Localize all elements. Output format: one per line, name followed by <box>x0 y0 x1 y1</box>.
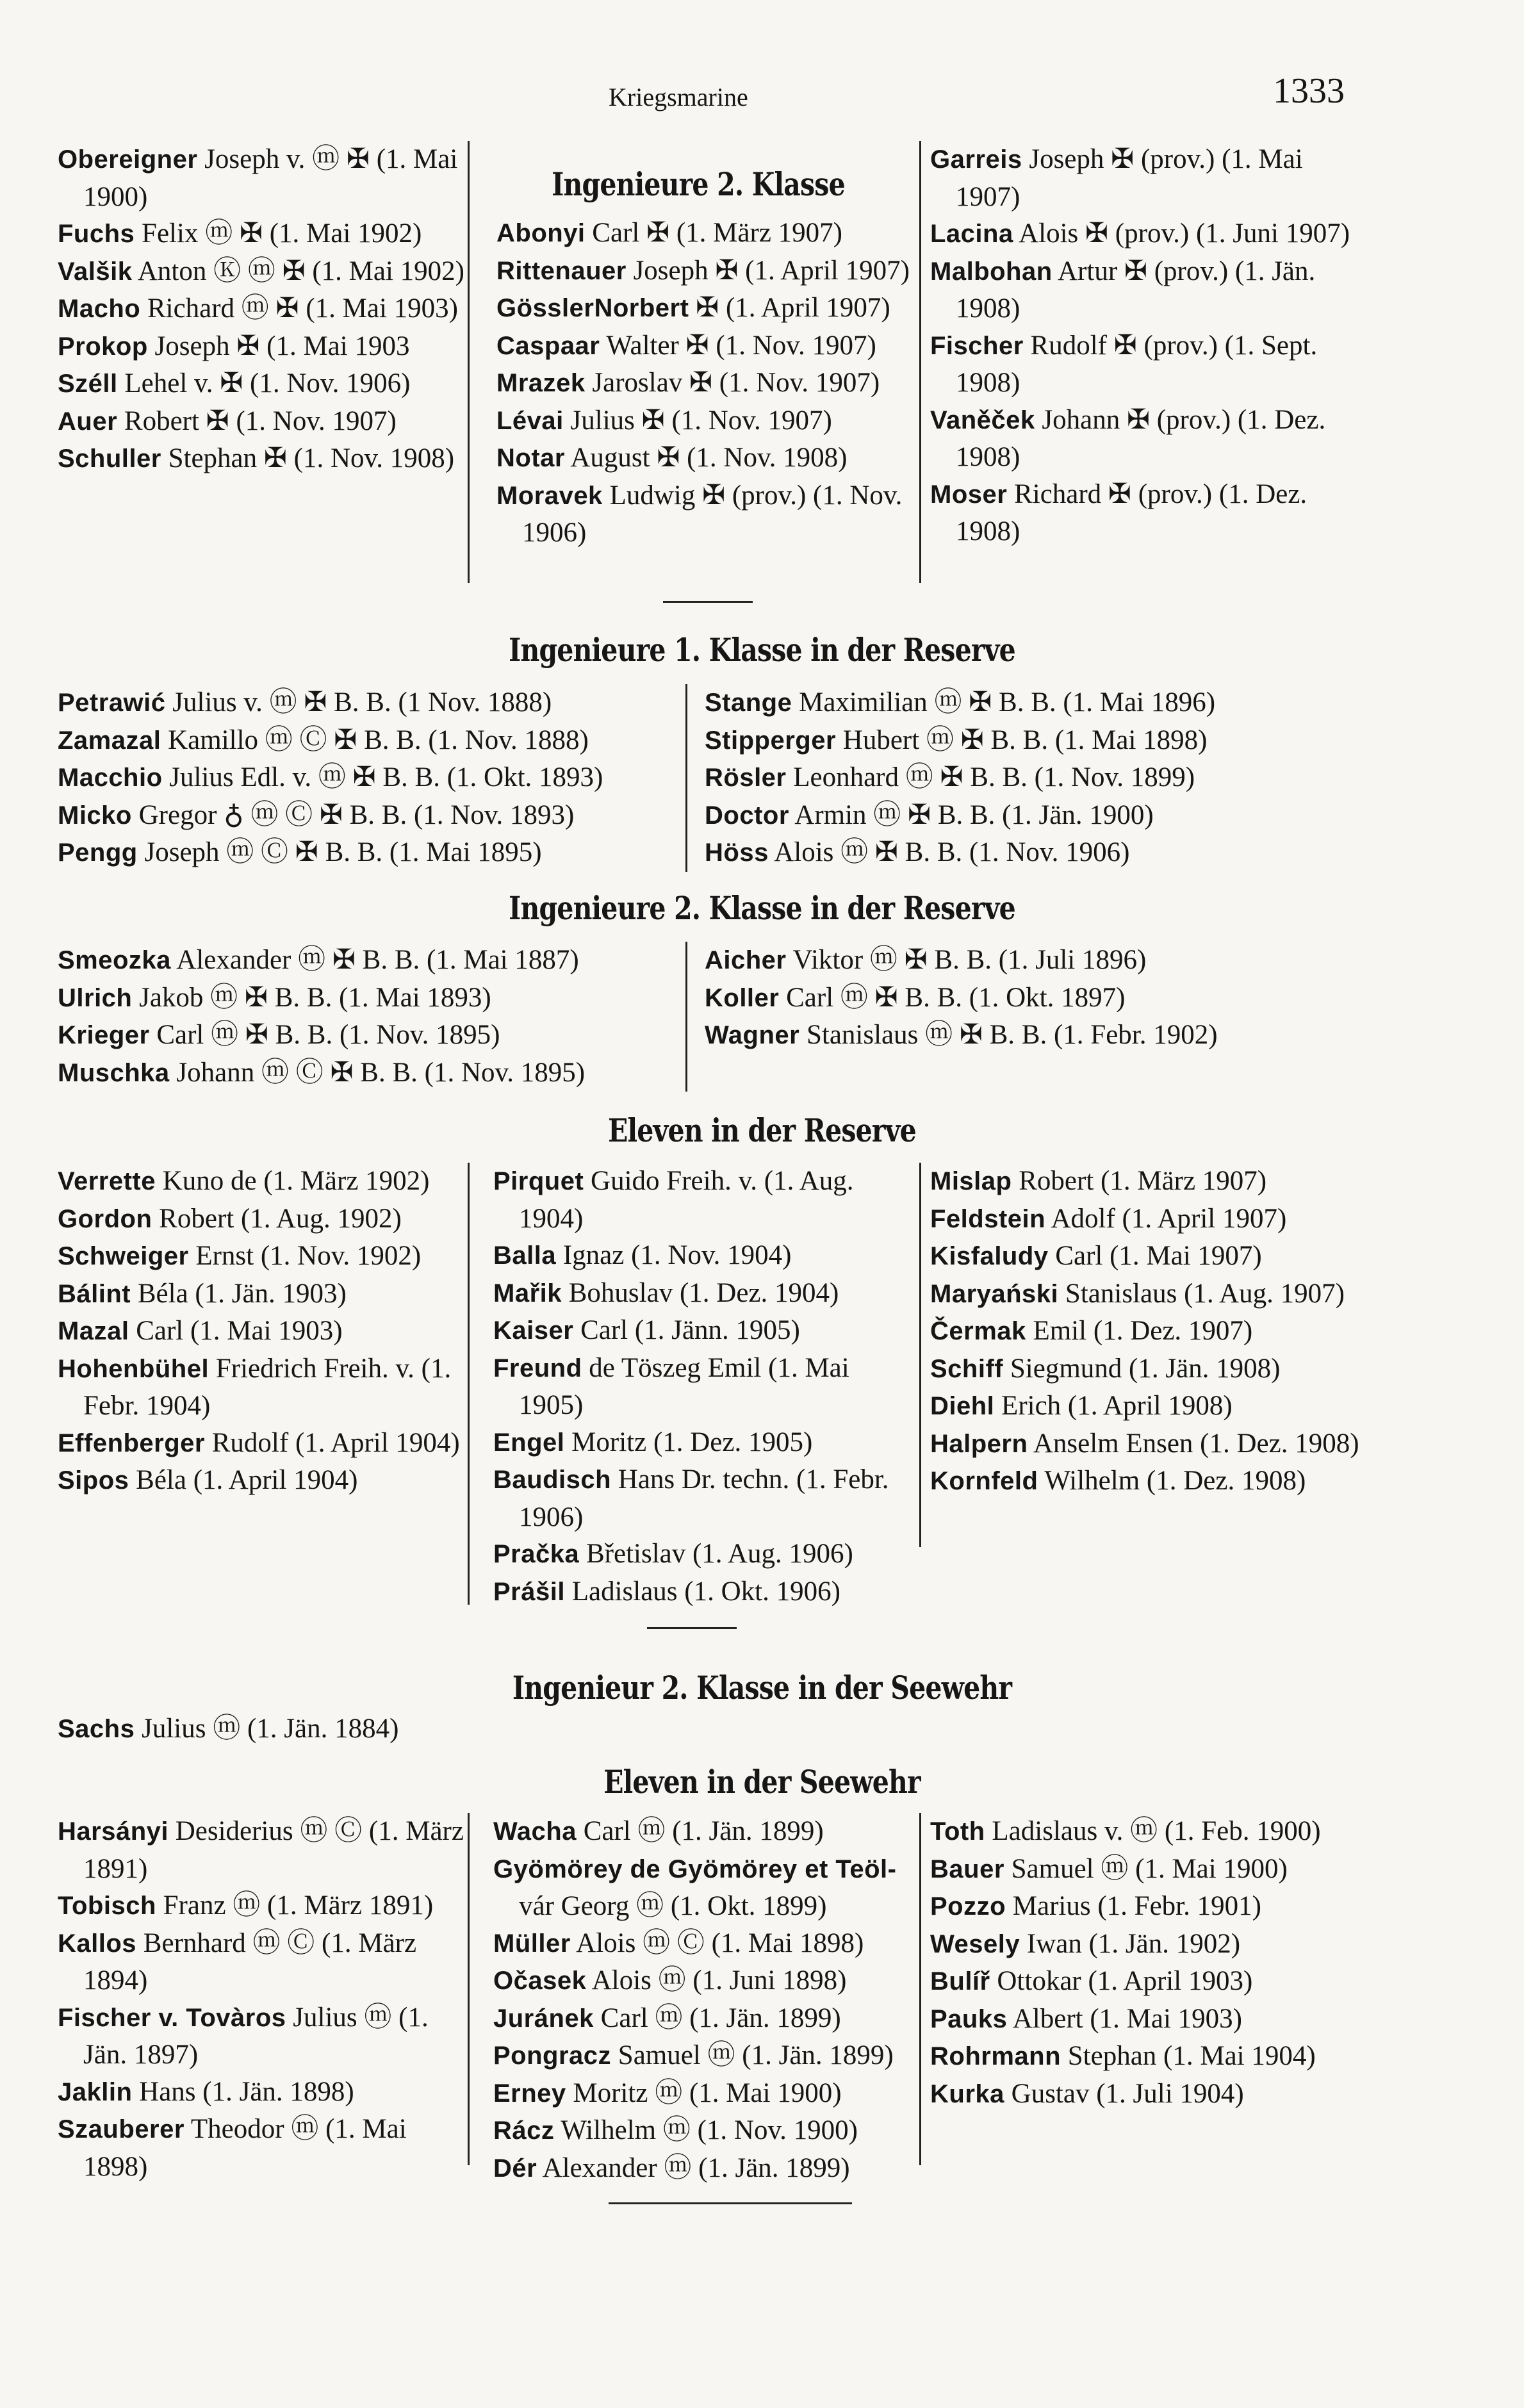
entry-surname: Juránek <box>493 2004 594 2033</box>
reserve-2-list-column-2 <box>705 942 1345 1054</box>
entry-surname: Notar <box>496 444 565 472</box>
entry-details: Julius ✠ (1. Nov. 1907) <box>563 405 832 436</box>
section-heading-ingenieure-2-klasse: Ingenieure 2. Klasse <box>552 165 845 203</box>
register-entry <box>58 1887 468 1925</box>
entry-details: Carl (1. Mai 1907) <box>1048 1241 1262 1271</box>
entry-surname: Diehl <box>930 1392 995 1420</box>
entry-surname: Pračka <box>493 1540 580 1568</box>
eleven-seewehr-column-1 <box>58 1813 470 2182</box>
register-entry <box>58 722 685 760</box>
register-entry <box>493 1461 910 1536</box>
register-entry <box>58 1017 685 1054</box>
engineer-list-column-3 <box>919 141 1359 583</box>
entry-details: Anselm Ensen (1. Dez. 1908) <box>1028 1428 1359 1459</box>
register-entry <box>493 1350 910 1424</box>
reserve-1-list-column-1 <box>58 684 687 872</box>
entry-details: Hans Dr. techn. (1. Febr. 1906) <box>519 1464 889 1532</box>
entry-details: Carl ⓜ (1. Jän. 1899) <box>576 1816 824 1846</box>
reserve-1-list-column-2 <box>705 684 1345 872</box>
entry-surname: Schiff <box>930 1354 1004 1383</box>
entry-details: Julius v. ⓜ ✠ B. B. (1 Nov. 1888) <box>165 687 552 717</box>
register-entry <box>493 1536 910 1573</box>
section-heading-eleven-reserve: Eleven in der Reserve <box>608 1111 916 1149</box>
register-entry <box>58 1275 468 1313</box>
register-entry <box>58 1163 468 1200</box>
entry-details: Ludwig ✠ (prov.) (1. Nov. 1906) <box>522 480 903 548</box>
eleven-seewehr-column-3 <box>919 1813 1359 2165</box>
register-entry <box>58 1313 468 1350</box>
entry-surname: Lacina <box>930 220 1013 248</box>
register-entry <box>496 364 913 402</box>
register-entry <box>930 1963 1359 2001</box>
register-entry <box>930 141 1359 215</box>
entry-surname: Gordon <box>58 1204 152 1233</box>
entry-details: Robert (1. März 1907) <box>1012 1166 1267 1196</box>
register-entry <box>493 2075 910 2113</box>
register-entry <box>58 1200 468 1238</box>
entry-details: Joseph ✠ (prov.) (1. Mai 1907) <box>956 144 1303 212</box>
entry-surname: Prášil <box>493 1577 565 1606</box>
entry-surname: Balla <box>493 1241 557 1270</box>
entry-details: Carl ✠ (1. März 1907) <box>585 218 842 248</box>
entry-details: Bernhard ⓜ Ⓒ (1. März 1894) <box>83 1928 417 1995</box>
register-entry <box>58 141 468 215</box>
register-entry <box>930 1200 1359 1238</box>
entry-details: Samuel ⓜ (1. Jän. 1899) <box>611 2040 894 2070</box>
register-entry <box>930 1275 1359 1313</box>
entry-details: August ✠ (1. Nov. 1908) <box>564 443 848 473</box>
entry-details: Wilhelm ⓜ (1. Nov. 1900) <box>554 2115 858 2145</box>
entry-surname: Rácz <box>493 2117 555 2145</box>
entry-details: Samuel ⓜ (1. Mai 1900) <box>1004 1853 1288 1884</box>
register-entry <box>930 253 1359 327</box>
entry-details: Béla (1. April 1904) <box>129 1465 358 1495</box>
entry-surname: Caspaar <box>496 331 600 360</box>
register-entry <box>58 1238 468 1275</box>
entry-details: Gustav (1. Juli 1904) <box>1004 2078 1244 2109</box>
seewehr-engineer-list <box>58 1710 506 1748</box>
entry-surname: Abonyi <box>496 219 586 247</box>
entry-details: Maximilian ⓜ ✠ B. B. (1. Mai 1896) <box>792 687 1216 717</box>
entry-surname: Schweiger <box>58 1242 189 1270</box>
entry-details: Gregor ♁ ⓜ Ⓒ ✠ B. B. (1. Nov. 1893) <box>131 799 575 830</box>
entry-details: Stephan (1. Mai 1904) <box>1061 2041 1316 2071</box>
entry-surname: Kaiser <box>493 1316 574 1345</box>
entry-surname: Obereigner <box>58 145 198 174</box>
entry-details: Moritz ⓜ (1. Mai 1900) <box>566 2077 842 2108</box>
entry-details: Anton Ⓚ ⓜ ✠ (1. Mai 1902) <box>132 256 464 286</box>
page-header <box>0 70 1524 122</box>
register-entry <box>930 2001 1359 2038</box>
section-separator <box>663 601 753 603</box>
register-entry <box>58 2111 468 2185</box>
entry-details: Joseph v. ⓜ ✠ (1. Mai 1900) <box>83 144 458 212</box>
eleven-reserve-column-2 <box>493 1163 910 1610</box>
entry-details: Alois ⓜ Ⓒ (1. Mai 1898) <box>570 1928 864 1958</box>
entry-surname: Kisfaludy <box>930 1242 1049 1270</box>
entry-details: Felix ⓜ ✠ (1. Mai 1902) <box>135 218 422 249</box>
entry-details: Moritz (1. Dez. 1905) <box>564 1427 813 1457</box>
entry-details: Hans (1. Jän. 1898) <box>132 2076 354 2107</box>
entry-details: Walter ✠ (1. Nov. 1907) <box>600 330 876 361</box>
entry-surname: Verrette <box>58 1167 156 1195</box>
entry-details: Robert (1. Aug. 1902) <box>152 1203 402 1234</box>
register-entry <box>930 2038 1359 2076</box>
entry-details: Bohuslav (1. Dez. 1904) <box>562 1277 839 1308</box>
entry-details: Guido Freih. v. (1. Aug. 1904) <box>519 1166 854 1234</box>
entry-surname: Dér <box>493 2154 537 2183</box>
entry-surname: Effenberger <box>58 1429 205 1457</box>
register-entry <box>493 1275 910 1313</box>
entry-details: Wilhelm (1. Dez. 1908) <box>1038 1466 1306 1496</box>
register-entry <box>930 476 1359 550</box>
entry-surname: Očasek <box>493 1967 587 1995</box>
register-entry <box>58 1710 506 1748</box>
entry-surname: Tobisch <box>58 1892 156 1920</box>
entry-surname: Engel <box>493 1428 565 1457</box>
entry-surname: Pengg <box>58 839 138 867</box>
entry-details: Julius ⓜ (1. Jän. 1897) <box>83 2002 429 2070</box>
entry-details: Julius ⓜ (1. Jän. 1884) <box>135 1714 399 1744</box>
entry-details: Béla (1. Jän. 1903) <box>131 1278 347 1309</box>
entry-surname: Baudisch <box>493 1466 612 1494</box>
entry-surname: Wacha <box>493 1817 577 1846</box>
register-entry <box>58 2074 468 2111</box>
entry-details: Jaroslav ✠ (1. Nov. 1907) <box>585 368 880 398</box>
entry-details: Stanislaus (1. Aug. 1907) <box>1058 1278 1345 1309</box>
engineer-list-column-1 <box>58 141 470 583</box>
register-entry <box>58 290 468 328</box>
entry-surname: Zamazal <box>58 726 161 755</box>
entry-details: Richard ⓜ ✠ (1. Mai 1903) <box>140 293 458 324</box>
register-entry <box>930 402 1359 476</box>
entry-surname: Mařik <box>493 1279 562 1307</box>
entry-surname: Rittenauer <box>496 256 627 285</box>
entry-surname: Rösler <box>705 764 787 792</box>
entry-details: Joseph ⓜ Ⓒ ✠ B. B. (1. Mai 1895) <box>137 837 542 867</box>
entry-surname: Doctor <box>705 801 789 830</box>
section-heading-ingenieure-2-klasse-reserve: Ingenieure 2. Klasse in der Reserve <box>509 889 1015 927</box>
register-entry <box>493 1424 910 1462</box>
register-entry <box>493 2000 910 2038</box>
register-entry <box>58 1054 685 1092</box>
entry-surname: Garreis <box>930 145 1022 174</box>
entry-details: Theodor ⓜ (1. Mai 1898) <box>83 2114 407 2182</box>
entry-surname: Mislap <box>930 1167 1012 1195</box>
entry-surname: Petrawić <box>58 689 166 717</box>
entry-details: Jakob ⓜ ✠ B. B. (1. Mai 1893) <box>132 982 491 1013</box>
entry-surname: Kornfeld <box>930 1467 1038 1495</box>
section-heading-eleven-seewehr: Eleven in der Seewehr <box>603 1763 921 1801</box>
entry-details: Robert ✠ (1. Nov. 1907) <box>117 405 397 436</box>
running-head: Kriegsmarine <box>609 83 748 111</box>
section-heading-ingenieure-1-klasse-reserve: Ingenieure 1. Klasse in der Reserve <box>509 631 1015 669</box>
entry-details: Ladislaus v. ⓜ (1. Feb. 1900) <box>985 1816 1321 1846</box>
register-entry <box>58 1462 468 1500</box>
entry-details: Stephan ✠ (1. Nov. 1908) <box>161 443 455 473</box>
entry-surname: Höss <box>705 839 769 867</box>
entry-details: Joseph ✠ (1. April 1907) <box>626 255 910 286</box>
entry-surname: Auer <box>58 407 118 436</box>
entry-surname: Maryański <box>930 1279 1059 1308</box>
register-entry <box>58 834 685 872</box>
entry-surname: Macchio <box>58 764 163 792</box>
entry-details: Hubert ⓜ ✠ B. B. (1. Mai 1898) <box>836 725 1208 755</box>
register-entry <box>930 1926 1359 1963</box>
entry-surname: Feldstein <box>930 1204 1046 1233</box>
entry-details: Ottokar (1. April 1903) <box>990 1966 1253 1996</box>
entry-surname: Krieger <box>58 1021 150 1049</box>
entry-surname: Fischer <box>930 331 1024 360</box>
entry-details: Iwan (1. Jän. 1902) <box>1020 1928 1241 1959</box>
page-number: 1333 <box>1273 71 1345 111</box>
entry-details: Richard ✠ (prov.) (1. Dez. 1908) <box>956 479 1307 546</box>
entry-details: Rudolf ✠ (prov.) (1. Sept. 1908) <box>956 330 1318 398</box>
entry-details: Alexander ⓜ (1. Jän. 1899) <box>537 2152 850 2183</box>
register-entry <box>705 979 1345 1017</box>
register-entry <box>705 684 1345 722</box>
entry-details: Carl (1. Mai 1903) <box>129 1316 343 1346</box>
register-entry <box>58 1425 468 1462</box>
register-entry <box>58 328 468 366</box>
register-entry <box>496 402 913 440</box>
entry-surname: Schuller <box>58 445 161 473</box>
register-entry <box>58 215 468 253</box>
entry-surname: Bulíř <box>930 1967 990 1995</box>
entry-surname: Erney <box>493 2079 566 2108</box>
entry-surname: Harsányi <box>58 1817 168 1846</box>
entry-surname: Sachs <box>58 1715 135 1743</box>
register-entry <box>493 2150 910 2188</box>
entry-details: Ladislaus (1. Okt. 1906) <box>564 1576 840 1607</box>
entry-surname: Macho <box>58 295 141 323</box>
engineer-list-column-2 <box>496 215 913 552</box>
entry-surname: Pongracz <box>493 2042 612 2070</box>
entry-surname: Ulrich <box>58 983 133 1012</box>
entry-surname: Moravek <box>496 481 603 510</box>
entry-details: Armin ⓜ ✠ B. B. (1. Jän. 1900) <box>789 799 1154 830</box>
entry-surname: Fischer v. Tovàros <box>58 2003 286 2032</box>
entry-surname: Fuchs <box>58 220 135 248</box>
entry-details: Desiderius ⓜ Ⓒ (1. März 1891) <box>83 1816 464 1884</box>
entry-surname: Muschka <box>58 1058 170 1087</box>
entry-details: vár Georg ⓜ (1. Okt. 1899) <box>519 1891 827 1921</box>
entry-surname: Gyömörey de Gyömörey et Teöl- <box>493 1855 897 1883</box>
register-entry <box>493 1851 910 1925</box>
entry-details: Carl ⓜ ✠ B. B. (1. Okt. 1897) <box>779 982 1126 1013</box>
entry-surname: Pozzo <box>930 1892 1006 1921</box>
entry-surname: Jaklin <box>58 2077 133 2106</box>
entry-details: Ernst (1. Nov. 1902) <box>188 1241 422 1271</box>
entry-surname: Stange <box>705 689 792 717</box>
register-entry <box>930 2076 1359 2113</box>
entry-surname: Lévai <box>496 406 564 435</box>
register-entry <box>930 1425 1359 1463</box>
register-entry <box>58 253 468 291</box>
register-entry <box>930 327 1359 402</box>
register-entry <box>705 1017 1345 1054</box>
entry-details: de Töszeg Emil (1. Mai 1905) <box>519 1352 849 1420</box>
entry-details: Friedrich Freih. v. (1. Febr. 1904) <box>83 1353 452 1421</box>
register-entry <box>705 759 1345 797</box>
register-entry <box>705 834 1345 872</box>
entry-surname: Stipperger <box>705 726 837 755</box>
entry-surname: Wagner <box>705 1021 800 1049</box>
entry-surname: Halpern <box>930 1429 1028 1458</box>
entry-surname: Toth <box>930 1817 985 1846</box>
register-entry <box>705 797 1345 835</box>
entry-details: Alois ⓜ ✠ B. B. (1. Nov. 1906) <box>768 837 1130 867</box>
entry-details: Joseph ✠ (1. Mai 1903 <box>147 331 410 361</box>
register-entry <box>930 1313 1359 1350</box>
entry-surname: Pauks <box>930 2004 1008 2033</box>
entry-details: Siegmund (1. Jän. 1908) <box>1003 1353 1281 1384</box>
entry-details: ✠ (1. April 1907) <box>689 293 890 323</box>
entry-surname: Bálint <box>58 1279 131 1308</box>
eleven-reserve-column-1 <box>58 1163 470 1605</box>
register-entry <box>58 797 685 835</box>
register-entry <box>58 1813 468 1887</box>
entry-surname: Smeozka <box>58 946 171 974</box>
register-entry <box>930 1462 1359 1500</box>
register-entry <box>58 1925 468 1999</box>
entry-surname: Sipos <box>58 1466 129 1495</box>
entry-surname: Mrazek <box>496 369 586 397</box>
entry-surname: Kallos <box>58 1929 137 1958</box>
entry-details: Kuno de (1. März 1902) <box>155 1166 430 1196</box>
entry-details: Rudolf (1. April 1904) <box>205 1427 460 1458</box>
reserve-2-list-column-1 <box>58 942 687 1092</box>
register-entry <box>58 979 685 1017</box>
entry-details: Alexander ⓜ ✠ B. B. (1. Mai 1887) <box>170 945 579 975</box>
entry-details: Ignaz (1. Nov. 1904) <box>556 1240 792 1270</box>
register-entry <box>493 1163 910 1237</box>
entry-surname: Vaněček <box>930 405 1035 434</box>
entry-details: Johann ⓜ Ⓒ ✠ B. B. (1. Nov. 1895) <box>169 1057 586 1088</box>
register-entry <box>496 215 913 252</box>
entry-details: Carl (1. Jänn. 1905) <box>573 1315 800 1345</box>
register-entry <box>496 477 913 552</box>
entry-details: Adolf (1. April 1907) <box>1045 1203 1287 1234</box>
register-entry <box>58 365 468 403</box>
entry-details: Johann ✠ (prov.) (1. Dez. 1908) <box>956 404 1326 472</box>
entry-details: Kamillo ⓜ Ⓒ ✠ B. B. (1. Nov. 1888) <box>161 725 589 755</box>
entry-details: Lehel v. ✠ (1. Nov. 1906) <box>117 368 411 398</box>
register-entry <box>705 942 1345 979</box>
register-entry <box>493 1813 910 1851</box>
register-entry <box>930 1388 1359 1425</box>
register-entry <box>58 684 685 722</box>
entry-surname: Rohrmann <box>930 2042 1061 2070</box>
register-entry <box>493 2037 910 2075</box>
register-entry <box>496 439 913 477</box>
register-entry <box>58 759 685 797</box>
entry-details: Alois ✠ (prov.) (1. Juni 1907) <box>1013 218 1350 249</box>
register-entry <box>930 1350 1359 1388</box>
entry-surname: Szauberer <box>58 2115 184 2143</box>
register-entry <box>496 290 913 327</box>
register-entry <box>930 1813 1359 1851</box>
register-entry <box>705 722 1345 760</box>
register-entry <box>930 1851 1359 1888</box>
entry-details: Břetislav (1. Aug. 1906) <box>579 1539 853 1569</box>
entry-details: Stanislaus ⓜ ✠ B. B. (1. Febr. 1902) <box>799 1020 1218 1050</box>
register-entry <box>58 403 468 441</box>
entry-surname: Čermak <box>930 1317 1026 1345</box>
register-entry <box>930 1163 1359 1200</box>
entry-surname: Aicher <box>705 946 787 974</box>
entry-surname: Hohenbühel <box>58 1354 209 1383</box>
entry-surname: Müller <box>493 1929 571 1958</box>
entry-surname: Kurka <box>930 2079 1004 2108</box>
register-entry <box>496 327 913 365</box>
eleven-seewehr-column-2 <box>493 1813 910 2187</box>
entry-surname: Prokop <box>58 332 148 361</box>
register-entry <box>930 1238 1359 1275</box>
entry-surname: Micko <box>58 801 132 830</box>
eleven-reserve-column-3 <box>919 1163 1359 1547</box>
entry-details: Emil (1. Dez. 1907) <box>1026 1316 1253 1346</box>
entry-details: Julius Edl. v. ⓜ ✠ B. B. (1. Okt. 1893) <box>162 762 603 792</box>
entry-details: Viktor ⓜ ✠ B. B. (1. Juli 1896) <box>786 945 1147 975</box>
register-entry <box>493 2112 910 2150</box>
section-separator <box>609 2202 852 2204</box>
register-entry <box>58 942 685 979</box>
register-entry <box>496 252 913 290</box>
register-entry <box>493 1312 910 1350</box>
entry-surname: Valšik <box>58 257 133 286</box>
entry-details: Carl ⓜ ✠ B. B. (1. Nov. 1895) <box>149 1020 500 1050</box>
entry-surname: Bauer <box>930 1855 1004 1883</box>
section-separator <box>647 1627 737 1629</box>
entry-details: Alois ⓜ (1. Juni 1898) <box>586 1965 847 1995</box>
register-entry <box>493 1962 910 2000</box>
register-entry <box>58 1999 468 2074</box>
register-entry <box>58 440 468 478</box>
entry-surname: Wesely <box>930 1929 1020 1958</box>
entry-details: Artur ✠ (prov.) (1. Jän. 1908) <box>956 256 1316 324</box>
entry-details: Carl ⓜ (1. Jän. 1899) <box>593 2003 841 2033</box>
entry-surname: Moser <box>930 480 1008 509</box>
entry-surname: Mazal <box>58 1317 129 1345</box>
section-heading-ingenieur-seewehr: Ingenieur 2. Klasse in der Seewehr <box>512 1669 1012 1707</box>
entry-surname: Malbohan <box>930 257 1053 286</box>
entry-details: Albert (1. Mai 1903) <box>1007 2003 1242 2034</box>
register-entry <box>493 1573 910 1611</box>
register-entry <box>930 215 1359 253</box>
entry-surname: Koller <box>705 983 780 1012</box>
entry-details: Marius (1. Febr. 1901) <box>1006 1891 1261 1921</box>
entry-surname: Freund <box>493 1354 582 1382</box>
entry-details: Franz ⓜ (1. März 1891) <box>156 1890 434 1921</box>
register-entry <box>493 1925 910 1963</box>
entry-surname: Pirquet <box>493 1167 584 1195</box>
entry-surname: GösslerNorbert <box>496 294 689 322</box>
register-entry <box>930 1888 1359 1926</box>
register-entry <box>493 1237 910 1275</box>
register-entry <box>58 1350 468 1425</box>
entry-details: Leonhard ⓜ ✠ B. B. (1. Nov. 1899) <box>786 762 1195 792</box>
entry-details: Erich (1. April 1908) <box>994 1391 1233 1421</box>
entry-surname: Széll <box>58 370 118 398</box>
